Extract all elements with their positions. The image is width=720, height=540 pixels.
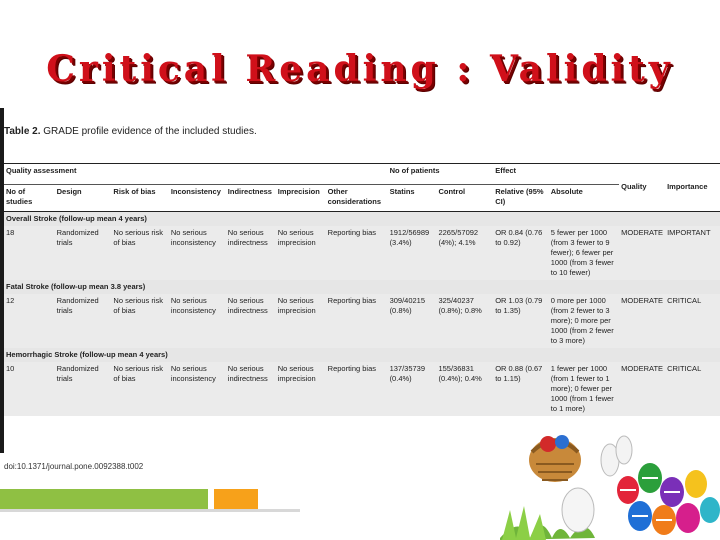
decorative-orange-bar bbox=[214, 489, 258, 509]
table-cell: No serious inconsistency bbox=[169, 226, 226, 280]
table-caption bbox=[4, 126, 257, 137]
table-cell: No serious imprecision bbox=[276, 362, 326, 416]
column-header: Statins bbox=[388, 185, 437, 212]
table-cell: No serious risk of bias bbox=[111, 294, 168, 348]
section-label: Hemorrhagic Stroke (follow-up mean 4 years) bbox=[4, 348, 720, 362]
table-cell: Reporting bias bbox=[326, 362, 388, 416]
table-cell: No serious indirectness bbox=[226, 362, 276, 416]
group-header-row bbox=[4, 164, 720, 185]
table-cell: OR 1.03 (0.79 to 1.35) bbox=[493, 294, 549, 348]
table-cell: CRITICAL bbox=[665, 362, 720, 416]
table-cell: No serious imprecision bbox=[276, 294, 326, 348]
table-cell: No serious risk of bias bbox=[111, 362, 168, 416]
header-importance: Importance bbox=[665, 164, 720, 212]
section-label: Fatal Stroke (follow-up mean 3.8 years) bbox=[4, 280, 720, 294]
table-cell: No serious inconsistency bbox=[169, 294, 226, 348]
table-row bbox=[4, 226, 720, 280]
table-cell: 18 bbox=[4, 226, 55, 280]
table-cell: No serious risk of bias bbox=[111, 226, 168, 280]
section-row bbox=[4, 348, 720, 362]
table-cell: OR 0.84 (0.76 to 0.92) bbox=[493, 226, 549, 280]
column-header: Absolute bbox=[549, 185, 619, 212]
table-cell: 5 fewer per 1000 (from 3 fewer to 9 fewer); 6 fewer per 1000 (from 3 fewer to 10 fewer) bbox=[549, 226, 619, 280]
group-header-quality-assessment: Quality assessment bbox=[4, 164, 388, 185]
table-cell: No serious inconsistency bbox=[169, 362, 226, 416]
table-cell: 0 more per 1000 (from 2 fewer to 3 more); 0 more per 1000 (from 2 fewer to 3 more) bbox=[549, 294, 619, 348]
group-header-effect: Effect bbox=[493, 164, 619, 185]
table-caption-text: GRADE profile evidence of the included studies. bbox=[43, 126, 257, 137]
slide-title: Critical Reading : Validity bbox=[46, 48, 674, 90]
table-cell: No serious imprecision bbox=[276, 226, 326, 280]
column-header-row bbox=[4, 185, 720, 212]
table-cell: 10 bbox=[4, 362, 55, 416]
section-label: Overall Stroke (follow-up mean 4 years) bbox=[4, 212, 720, 227]
doi-footnote: doi:10.1371/journal.pone.0092388.t002 bbox=[4, 462, 144, 471]
table-cell: MODERATE bbox=[619, 362, 665, 416]
easter-bunny-basket-image bbox=[500, 420, 720, 540]
table-cell: 1912/56989 (3.4%) bbox=[388, 226, 437, 280]
table-row bbox=[4, 294, 720, 348]
table-cell: Randomized trials bbox=[55, 294, 112, 348]
column-header: Risk of bias bbox=[111, 185, 168, 212]
section-row bbox=[4, 212, 720, 227]
table-cell: 325/40237 (0.8%); 0.8% bbox=[436, 294, 493, 348]
group-header-patients: No of patients bbox=[388, 164, 494, 185]
header-quality: Quality bbox=[619, 164, 665, 212]
table-caption-label: Table 2. bbox=[4, 126, 41, 137]
decorative-green-bar bbox=[0, 489, 208, 509]
table-cell: No serious indirectness bbox=[226, 294, 276, 348]
table-cell: CRITICAL bbox=[665, 294, 720, 348]
table-cell: Reporting bias bbox=[326, 294, 388, 348]
decorative-divider bbox=[0, 509, 300, 512]
table-cell: No serious indirectness bbox=[226, 226, 276, 280]
table-cell: Randomized trials bbox=[55, 226, 112, 280]
section-row bbox=[4, 280, 720, 294]
column-header: Other considerations bbox=[326, 185, 388, 212]
table-cell: 1 fewer per 1000 (from 1 fewer to 1 more); 0 fewer per 1000 (from 1 fewer to 1 more) bbox=[549, 362, 619, 416]
table-cell: OR 0.88 (0.67 to 1.15) bbox=[493, 362, 549, 416]
grade-table bbox=[4, 163, 720, 416]
table-cell: 2265/57092 (4%); 4.1% bbox=[436, 226, 493, 280]
table-cell: 155/36831 (0.4%); 0.4% bbox=[436, 362, 493, 416]
table-cell: 12 bbox=[4, 294, 55, 348]
column-header: No of studies bbox=[4, 185, 55, 212]
table-cell: 137/35739 (0.4%) bbox=[388, 362, 437, 416]
table-cell: IMPORTANT bbox=[665, 226, 720, 280]
column-header: Inconsistency bbox=[169, 185, 226, 212]
column-header: Design bbox=[55, 185, 112, 212]
column-header: Indirectness bbox=[226, 185, 276, 212]
table-cell: Reporting bias bbox=[326, 226, 388, 280]
table-cell: MODERATE bbox=[619, 294, 665, 348]
table-cell: Randomized trials bbox=[55, 362, 112, 416]
table-cell: MODERATE bbox=[619, 226, 665, 280]
column-header: Relative (95% CI) bbox=[493, 185, 549, 212]
table-cell: 309/40215 (0.8%) bbox=[388, 294, 437, 348]
column-header: Control bbox=[436, 185, 493, 212]
table-row bbox=[4, 362, 720, 416]
column-header: Imprecision bbox=[276, 185, 326, 212]
